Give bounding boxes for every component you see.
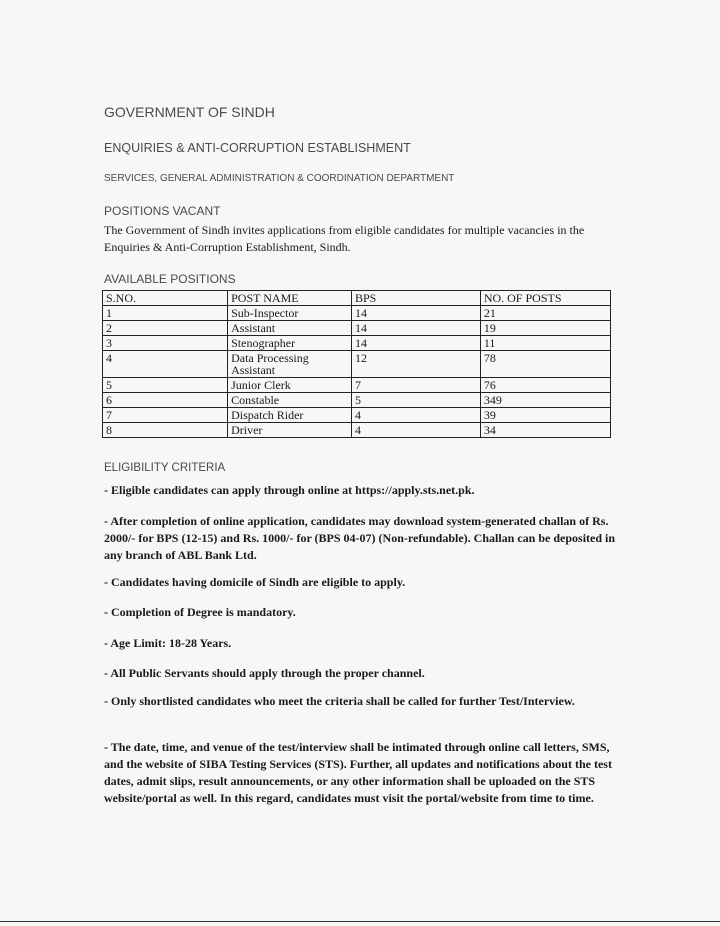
- positions-intro: The Government of Sindh invites applications from eligible candidates for multiple vacancies in the Enquiries & Anti-Corruption Establishment, Sindh.: [104, 223, 585, 254]
- table-row: [103, 378, 611, 393]
- table-row: [103, 393, 611, 408]
- table-cell: Assistant: [228, 321, 352, 336]
- table-row: [103, 423, 611, 438]
- eligibility-item: - After completion of online application, candidates may download system-generated challan of Rs. 2000/- for BPS (12-15) and Rs. 1000/- for (BPS 04-07) (Non-refundable). Challan can be deposited in any branch of ABL Bank Ltd.: [104, 514, 616, 562]
- table-header-row: [103, 291, 611, 306]
- column-header: S.NO.: [103, 291, 228, 306]
- eligibility-item: - Completion of Degree is mandatory.: [104, 605, 296, 619]
- eligibility-heading: ELIGIBILITY CRITERIA: [104, 462, 226, 474]
- table-cell: 3: [103, 336, 228, 351]
- table-cell: 7: [351, 378, 480, 393]
- table-cell: Sub-Inspector: [228, 306, 352, 321]
- table-row: [103, 336, 611, 351]
- available-positions-heading: AVAILABLE POSITIONS: [104, 272, 236, 286]
- table-cell: Constable: [228, 393, 352, 408]
- table-cell: 5: [103, 378, 228, 393]
- table-cell: 19: [480, 321, 610, 336]
- table-cell: 5: [351, 393, 480, 408]
- column-header: BPS: [351, 291, 480, 306]
- table-cell: 2: [103, 321, 228, 336]
- table-cell: 12: [351, 351, 480, 378]
- eligibility-item: - The date, time, and venue of the test/interview shall be intimated through online call letters, SMS, and the website of SIBA Testing Services (STS). Further, all updates and notifications about the test dates, admit slips, result announcements, or any other information shall be uploaded on the STS website/portal as well. In this regard, candidates must visit the portal/website from time to time.: [104, 740, 612, 805]
- column-header: POST NAME: [228, 291, 352, 306]
- table-row: [103, 306, 611, 321]
- table-cell: 14: [351, 306, 480, 321]
- table-row: [103, 408, 611, 423]
- table-cell: 76: [480, 378, 610, 393]
- department-title: SERVICES, GENERAL ADMINISTRATION & COORDINATION DEPARTMENT: [104, 173, 455, 184]
- table-cell: 6: [103, 393, 228, 408]
- table-cell: 8: [103, 423, 228, 438]
- table-cell: 1: [103, 306, 228, 321]
- table-cell: 39: [480, 408, 610, 423]
- government-title: GOVERNMENT OF SINDH: [104, 104, 275, 120]
- positions-vacant-heading: POSITIONS VACANT: [104, 204, 221, 218]
- table-cell: 78: [480, 351, 610, 378]
- positions-table: [102, 290, 611, 438]
- column-header: NO. OF POSTS: [480, 291, 610, 306]
- table-cell: 4: [103, 351, 228, 378]
- table-cell: Dispatch Rider: [228, 408, 352, 423]
- eligibility-item: - Eligible candidates can apply through online at https://apply.sts.net.pk.: [104, 483, 475, 497]
- table-cell: 11: [480, 336, 610, 351]
- bottom-divider: [0, 921, 720, 922]
- table-cell: 4: [351, 408, 480, 423]
- table-cell: Junior Clerk: [228, 378, 352, 393]
- table-cell: 349: [480, 393, 610, 408]
- table-cell: 4: [351, 423, 480, 438]
- eligibility-item: - Age Limit: 18-28 Years.: [104, 636, 232, 650]
- table-cell: 21: [480, 306, 610, 321]
- table-cell: Stenographer: [228, 336, 352, 351]
- eligibility-item: - All Public Servants should apply through the proper channel.: [104, 666, 425, 680]
- table-cell: 14: [351, 336, 480, 351]
- table-cell: 14: [351, 321, 480, 336]
- table-cell: 7: [103, 408, 228, 423]
- table-cell: 34: [480, 423, 610, 438]
- eligibility-item: - Candidates having domicile of Sindh are eligible to apply.: [104, 575, 406, 589]
- table-cell: Data Processing Assistant: [228, 351, 352, 378]
- table-row: [103, 321, 611, 336]
- table-cell: Driver: [228, 423, 352, 438]
- establishment-title: ENQUIRIES & ANTI-CORRUPTION ESTABLISHMENT: [104, 141, 411, 155]
- table-row: [103, 351, 611, 378]
- eligibility-item: - Only shortlisted candidates who meet the criteria shall be called for further Test/Interview.: [104, 694, 575, 708]
